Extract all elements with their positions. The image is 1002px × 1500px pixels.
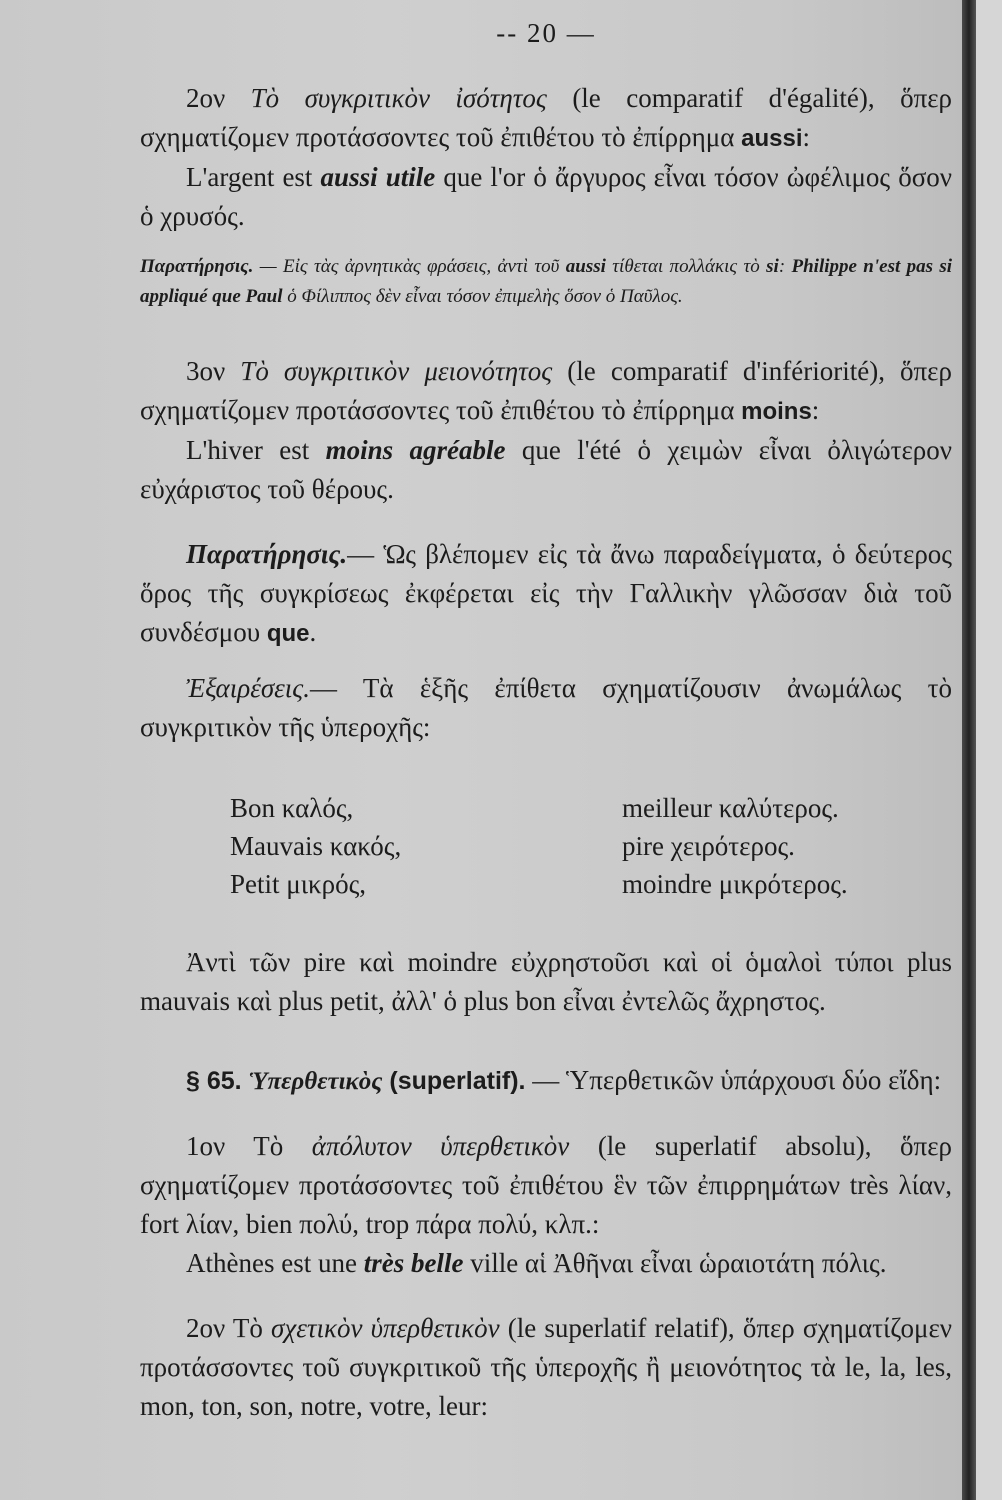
adjacent-page-edge: [976, 0, 1002, 1500]
note-text: ὁ Φίλιππος δὲν εἶναι τόσον ἐπιμελὴς ὅσον ὁ Παῦλος.: [282, 286, 683, 307]
example-text: Athènes est une: [186, 1248, 364, 1278]
example-inferiority: [140, 431, 952, 509]
item-number: 2ον: [186, 83, 251, 113]
table-row: [230, 865, 848, 903]
section-number: § 65.: [186, 1067, 249, 1095]
exceptions-text: — Τὰ ἑξῆς ἐπίθετα σχηματίζουσιν ἀνωμάλως τὸ συγκριτικὸν τῆς ὑπεροχῆς:: [140, 673, 952, 742]
note-text: — Εἰς τὰς ἀρνητικὰς φράσεις, ἀντὶ τοῦ: [253, 256, 566, 277]
page-content: [140, 18, 952, 1426]
item-number: 1ον Τὸ: [186, 1131, 312, 1161]
keyword: si: [766, 256, 779, 277]
section-title: Ὑπερθετικὸς: [248, 1068, 383, 1095]
example-text: L'hiver est: [186, 435, 326, 465]
punctuation: :: [802, 122, 810, 152]
table-row: [230, 789, 848, 827]
remark-text: — Ὡς βλέπομεν εἰς τὰ ἄνω παραδείγματα, ὁ δεύτερος ὅρος τῆς συγκρίσεως ἐκφέρεται εἰς τὴν Γαλλικὴν γλῶσσαν διὰ τοῦ συνδέσμου: [140, 539, 952, 647]
form-positive: Petit μικρός,: [230, 869, 367, 899]
term: Τὸ συγκριτικὸν μειονότητος: [240, 356, 553, 386]
punctuation: .: [309, 617, 317, 647]
form-comparative: pire χειρότερος.: [622, 831, 795, 861]
form-positive: Bon καλός,: [230, 793, 354, 823]
example-emphasis: très belle: [363, 1248, 464, 1278]
form-comparative: meilleur καλύτερος.: [622, 793, 839, 823]
table-row: [230, 827, 848, 865]
paragraph-text: (le superlatif absolu), ὅπερ σχηματίζομεν προτάσσοντες τοῦ ἐπιθέτου ἓν τῶν ἐπιρρημάτων très λίαν, fort λίαν, bien πολύ, trop πάρα πολύ, κλπ.:: [140, 1131, 953, 1239]
exceptions-paragraph: [140, 669, 952, 747]
item-number: 3ον: [186, 356, 241, 386]
punctuation: :: [811, 395, 820, 425]
paragraph-superlative-absolute: [140, 1127, 952, 1244]
paragraph-comparative-inferiority: [140, 352, 952, 431]
book-gutter: [962, 0, 976, 1500]
term: σχετικὸν ὑπερθετικὸν: [271, 1313, 500, 1343]
section-title-french: (superlatif).: [382, 1067, 526, 1095]
remark-label: Παρατήρησις.: [186, 539, 348, 569]
example-text: que l'été ὁ χειμὼν εἶναι ὀλιγώτερον εὐχάριστος τοῦ θέρους.: [140, 435, 952, 504]
note-text: :: [778, 256, 792, 277]
keyword: que: [266, 620, 310, 647]
section-65-heading: [140, 1061, 952, 1101]
keyword: aussi: [741, 125, 803, 152]
term: Τὸ συγκριτικὸν ἰσότητος: [250, 83, 547, 113]
example-text: que l'or ὁ ἄργυρος εἶναι τόσον ὠφέλιμος ὅσον ὁ χρυσός.: [140, 162, 952, 231]
paragraph-comparative-equality: [140, 79, 952, 158]
note-example: Philippe n'est pas si appliqué que Paul: [140, 256, 953, 307]
remark-second-term: [140, 535, 952, 653]
form-positive: Mauvais κακός,: [230, 831, 402, 861]
example-text: L'argent est: [186, 162, 321, 192]
example-superlative: [140, 1244, 952, 1283]
example-equality: [140, 158, 952, 236]
keyword: moins: [741, 398, 812, 425]
note-text: τίθεται πολλάκις τὸ: [605, 256, 767, 277]
example-emphasis: moins agréable: [325, 435, 506, 465]
keyword: aussi: [565, 256, 606, 277]
paragraph-text: (le comparatif d'infériorité), ὅπερ σχηματίζομεν προτάσσοντες τοῦ ἐπιθέτου τὸ ἐπίρρημα: [140, 356, 952, 425]
item-number: 2ον Τὸ: [186, 1313, 271, 1343]
paragraph-superlative-relative: [140, 1309, 952, 1426]
example-emphasis: aussi utile: [320, 162, 436, 192]
form-comparative: moindre μικρότερος.: [622, 869, 848, 899]
note-negative-phrases: [140, 252, 952, 312]
note-label: Παρατήρησις.: [140, 256, 254, 277]
paragraph-text: (le comparatif d'égalité), ὅπερ σχηματίζομεν προτάσσοντες τοῦ ἐπιθέτου τὸ ἐπίρρημα: [140, 83, 953, 152]
paragraph-text: (le superlatif relatif), ὅπερ σχηματίζομεν προτάσσοντες τοῦ συγκριτικοῦ τῆς ὑπεροχῆς ἢ μειονότητος τὰ le, la, les, mon, ton, son, notre, votre, leur:: [140, 1313, 952, 1421]
irregular-forms-table: [230, 789, 848, 903]
paragraph-regular-forms: Ἀντὶ τῶν pire καὶ moindre εὐχρηστοῦσι καὶ οἱ ὁμαλοὶ τύποι plus mauvais καὶ plus petit, ἀλλ' ὁ plus bon εἶναι ἐντελῶς ἄχρηστος.: [140, 947, 952, 1016]
term: ἀπόλυτον ὑπερθετικὸν: [311, 1131, 570, 1161]
example-text: ville αἱ Ἀθῆναι εἶναι ὡραιοτάτη πόλις.: [463, 1248, 887, 1278]
page-number: -- 20 —: [496, 18, 596, 48]
section-text: — Ὑπερθετικῶν ὑπάρχουσι δύο εἴδη:: [525, 1065, 942, 1095]
exceptions-label: Ἐξαιρέσεις.: [186, 673, 310, 703]
